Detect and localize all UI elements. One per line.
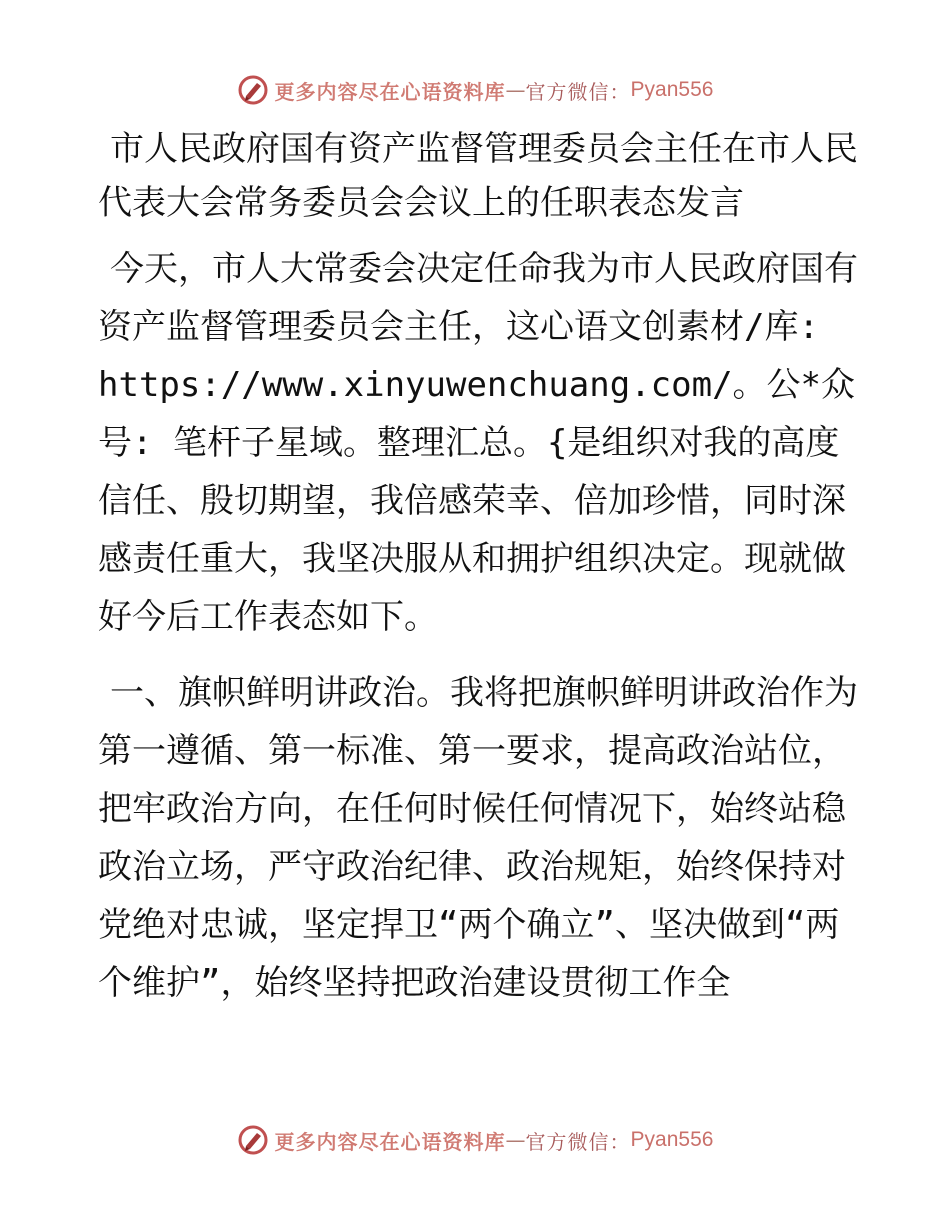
- document-title: 市人民政府国有资产监督管理委员会主任在市人民代表大会常务委员会会议上的任职表态发言: [98, 129, 858, 223]
- footer-watermark-banner: [0, 1120, 950, 1160]
- document-body: [98, 122, 858, 1030]
- pen-logo-icon: [237, 74, 269, 106]
- banner-lead-text: 更多内容尽在心语资料库: [274, 79, 506, 104]
- banner-wechat-label: 官方微信：: [525, 79, 631, 104]
- paragraph-intro: 今天，市人大常委会决定任命我为市人民政府国有资产监督管理委员会主任，这心语文创素材/库: https://www.xinyuwenchuang.com/。公*众号: 笔杆子星域。整理汇总。{是组织对我的高度信任、殷切期望，我倍感荣幸、倍加珍惜，同时深感责任重大，我坚决服从和拥护组织决定。现就做好今后工作表态如下。: [98, 249, 858, 637]
- banner-wechat-handle: Pyan556: [630, 1128, 714, 1151]
- header-watermark-banner: [0, 70, 950, 110]
- banner-dash: —: [505, 1128, 526, 1152]
- banner-wechat-label: 官方微信：: [525, 1129, 631, 1154]
- paragraph-section-one: 一、旗帜鲜明讲政治。我将把旗帜鲜明讲政治作为第一遵循、第一标准、第一要求，提高政治站位，把牢政治方向，在任何时候任何情况下，始终站稳政治立场，严守政治纪律、政治规矩，始终保持对党绝对忠诚，坚定捍卫“两个确立”、坚决做到“两个维护”，始终坚持把政治建设贯彻工作全: [98, 673, 858, 1003]
- banner-lead-text: 更多内容尽在心语资料库: [274, 1129, 506, 1154]
- banner-dash: —: [505, 78, 526, 102]
- banner-wechat-handle: Pyan556: [630, 78, 714, 101]
- pen-logo-icon: [237, 1124, 269, 1156]
